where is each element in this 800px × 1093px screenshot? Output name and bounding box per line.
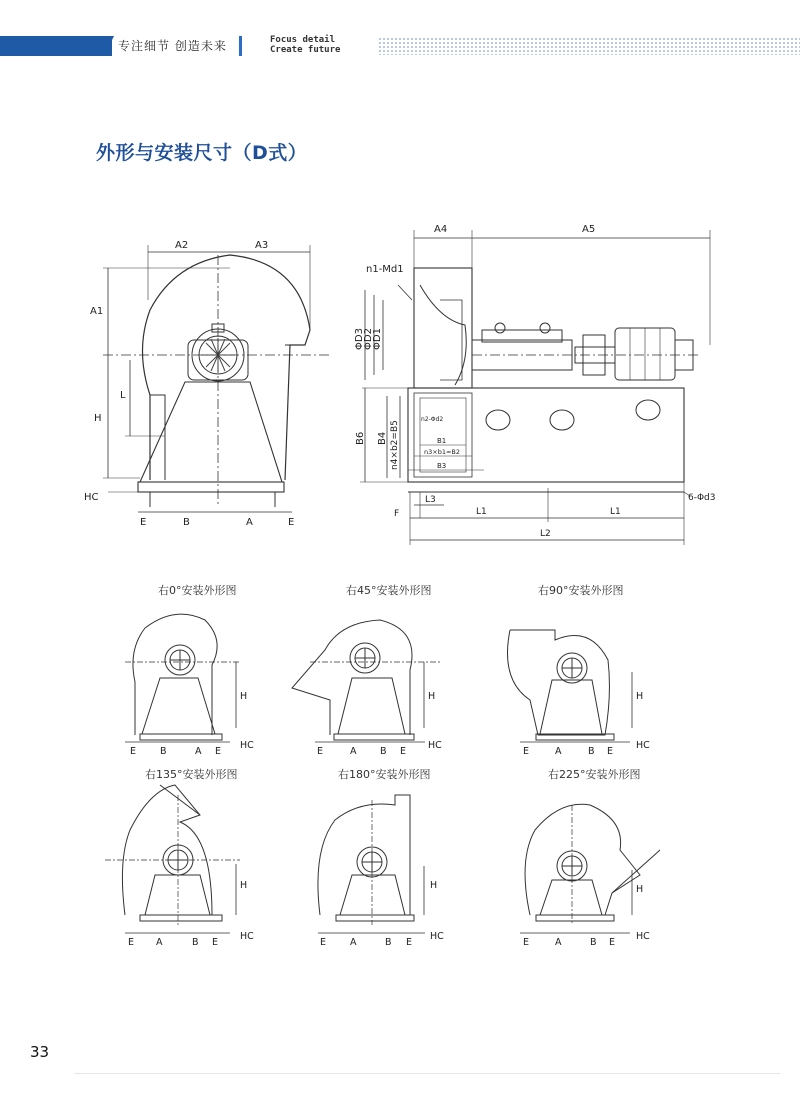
- label-b1: B1: [437, 437, 447, 445]
- small-label-e: E: [607, 746, 614, 757]
- small-label-b: B: [590, 937, 597, 948]
- small-label-h: H: [240, 880, 248, 891]
- small-label-e: E: [523, 937, 530, 948]
- install-view-180: [318, 795, 425, 933]
- small-label-hc: HC: [430, 931, 444, 942]
- footer-divider: [74, 1073, 780, 1074]
- install-view-135: [105, 785, 240, 933]
- small-label-a: A: [555, 746, 562, 757]
- slogan-english-line-1: Focus detail: [270, 35, 336, 45]
- small-label-a: A: [350, 937, 357, 948]
- label-phi-d2: ΦD2: [363, 328, 374, 350]
- small-label-a: A: [350, 746, 357, 757]
- install-view-90: [508, 630, 633, 742]
- label-phi-d1: ΦD1: [372, 328, 383, 350]
- install-view-0: [125, 614, 240, 742]
- label-e-right: E: [288, 517, 295, 528]
- label-a1: A1: [90, 306, 104, 317]
- slogan-english-line-2: Create future: [270, 45, 341, 55]
- label-b6: B6: [355, 431, 366, 445]
- label-a3: A3: [255, 240, 269, 251]
- caption-right-135: 右135°安装外形图: [145, 768, 238, 781]
- label-l1-right: L1: [610, 507, 621, 517]
- label-n1-md1: n1-Md1: [366, 264, 404, 275]
- small-label-e: E: [128, 937, 135, 948]
- caption-right-0: 右0°安装外形图: [158, 584, 237, 597]
- label-b3: B3: [437, 462, 447, 470]
- small-label-hc: HC: [240, 931, 254, 942]
- section-title: 外形与安装尺寸（D式）: [96, 142, 308, 164]
- small-label-b: B: [380, 746, 387, 757]
- small-label-e: E: [523, 746, 530, 757]
- small-label-b: B: [192, 937, 199, 948]
- page-number: 33: [30, 1043, 50, 1061]
- small-label-h: H: [636, 691, 644, 702]
- label-b4: B4: [377, 431, 388, 445]
- small-label-a: A: [156, 937, 163, 948]
- label-l1-left: L1: [476, 507, 487, 517]
- small-label-e: E: [317, 746, 324, 757]
- install-view-45: [292, 620, 440, 742]
- side-view: [360, 230, 710, 545]
- small-label-h: H: [636, 884, 644, 895]
- label-a2: A2: [175, 240, 189, 251]
- caption-right-225: 右225°安装外形图: [548, 768, 641, 781]
- front-view-labels: [84, 240, 294, 528]
- label-l2: L2: [540, 529, 551, 539]
- small-label-h: H: [430, 880, 438, 891]
- small-label-b: B: [588, 746, 595, 757]
- caption-right-180: 右180°安装外形图: [338, 768, 431, 781]
- small-label-a: A: [195, 746, 202, 757]
- label-a5: A5: [582, 224, 596, 235]
- small-label-hc: HC: [636, 740, 650, 751]
- label-a: A: [246, 517, 253, 528]
- label-6-phid3: 6-Φd3: [688, 493, 716, 503]
- label-l3: L3: [425, 495, 436, 505]
- label-n3b1b2: n3×b1=B2: [424, 448, 461, 456]
- label-hc: HC: [84, 492, 99, 503]
- small-label-b: B: [160, 746, 167, 757]
- label-f: F: [394, 509, 400, 519]
- label-l: L: [120, 390, 126, 401]
- install-view-225: [520, 804, 660, 933]
- label-n2-phid2: n2-Φd2: [421, 416, 444, 423]
- caption-right-90: 右90°安装外形图: [538, 584, 624, 597]
- small-label-h: H: [240, 691, 248, 702]
- label-h: H: [94, 413, 102, 424]
- small-label-e: E: [406, 937, 413, 948]
- small-label-hc: HC: [428, 740, 442, 751]
- label-e-left: E: [140, 517, 147, 528]
- label-b: B: [183, 517, 190, 528]
- small-label-e: E: [130, 746, 137, 757]
- caption-right-45: 右45°安装外形图: [346, 584, 432, 597]
- small-label-e: E: [215, 746, 222, 757]
- slogan-chinese: 专注细节 创造未来: [118, 39, 227, 53]
- small-label-hc: HC: [240, 740, 254, 751]
- small-label-h: H: [428, 691, 436, 702]
- small-label-e: E: [609, 937, 616, 948]
- label-phi-d3: ΦD3: [354, 328, 365, 350]
- small-label-e: E: [400, 746, 407, 757]
- small-label-e: E: [320, 937, 327, 948]
- small-label-b: B: [385, 937, 392, 948]
- small-label-a: A: [555, 937, 562, 948]
- label-a4: A4: [434, 224, 448, 235]
- small-label-hc: HC: [636, 931, 650, 942]
- front-view: [103, 245, 330, 512]
- label-n4b2b5: n4×b2=B5: [390, 420, 400, 470]
- small-label-e: E: [212, 937, 219, 948]
